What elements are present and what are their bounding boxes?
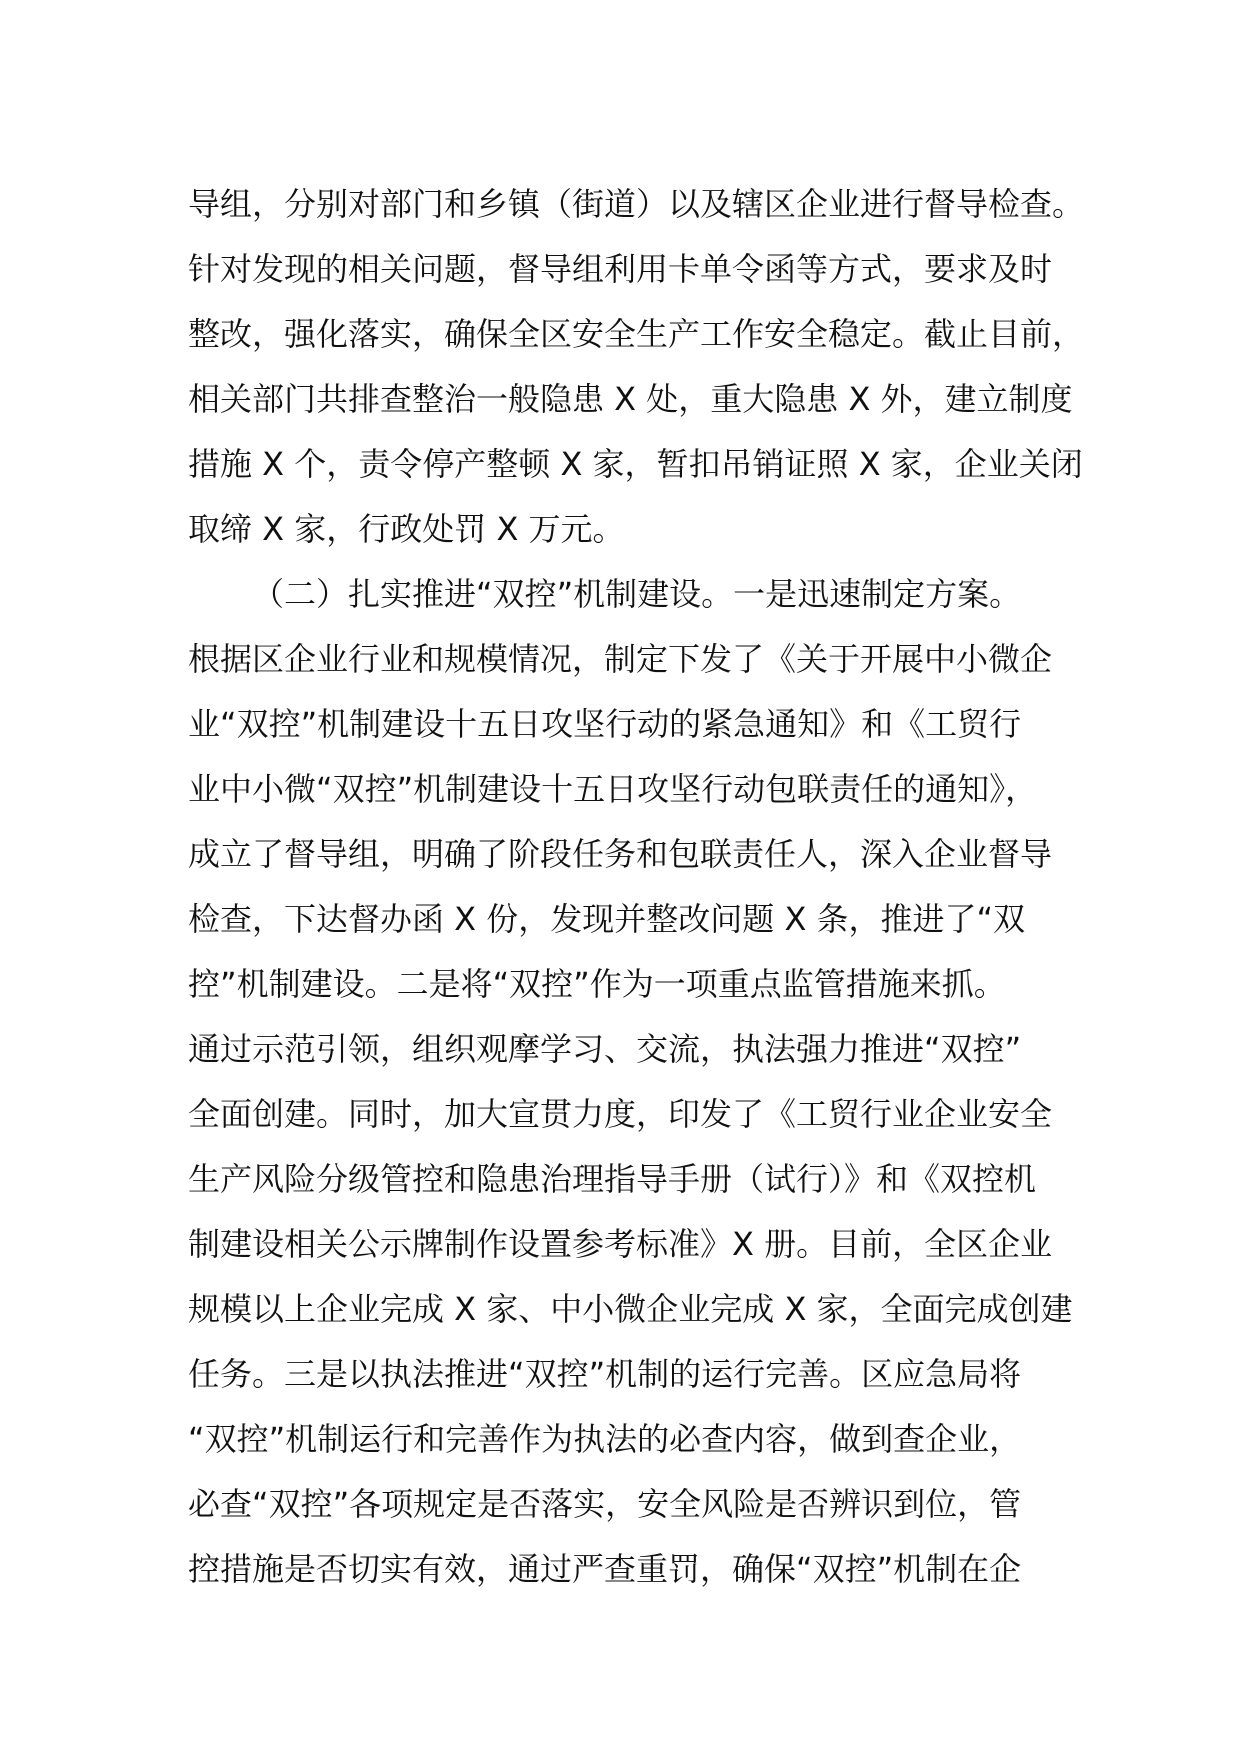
body-line-3: 整改，强化落实，确保全区安全生产工作安全稳定。截止目前， [188,315,1085,353]
body-line-15: 全面创建。同时，加大宣贯力度，印发了《工贸行业企业安全 [188,1095,1053,1133]
body-line-10: 业中小微“双控”机制建设十五日攻坚行动包联责任的通知》， [188,770,1038,808]
body-line-4: 相关部门共排查整治一般隐患 X 处，重大隐患 X 外，建立制度 [188,380,1073,418]
body-line-5: 措施 X 个，责令停产整顿 X 家，暂扣吊销证照 X 家，企业关闭 [188,445,1083,483]
body-line-6: 取缔 X 家，行政处罚 X 万元。 [188,510,625,548]
body-line-1: 导组，分别对部门和乡镇（街道）以及辖区企业进行督导检查。 [188,185,1085,223]
body-line-9: 业“双控”机制建设十五日攻坚行动的紧急通知》和《工贸行 [188,705,1022,743]
body-line-13: 控”机制建设。二是将“双控”作为一项重点监管措施来抓。 [188,965,1006,1003]
body-line-11: 成立了督导组，明确了阶段任务和包联责任人，深入企业督导 [188,835,1053,873]
body-line-19: 任务。三是以执法推进“双控”机制的运行完善。区应急局将 [188,1355,1022,1393]
body-line-20: “双控”机制运行和完善作为执法的必查内容，做到查企业， [188,1420,1022,1458]
body-line-12: 检查，下达督办函 X 份，发现并整改问题 X 条，推进了“双 [188,900,1026,938]
body-line-22: 控措施是否切实有效，通过严查重罚，确保“双控”机制在企 [188,1550,1022,1588]
document-body [188,172,1084,1602]
body-line-16: 生产风险分级管控和隐患治理指导手册（试行）》和《双控机 [188,1160,1037,1198]
body-line-18: 规模以上企业完成 X 家、中小微企业完成 X 家，全面完成创建 [188,1290,1073,1328]
body-line-2: 针对发现的相关问题，督导组利用卡单令函等方式，要求及时 [188,250,1053,288]
body-line-14: 通过示范引领，组织观摩学习、交流，执法强力推进“双控” [188,1030,1022,1068]
body-line-21: 必查“双控”各项规定是否落实，安全风险是否辨识到位，管 [188,1485,1022,1523]
body-line-8: 根据区企业行业和规模情况，制定下发了《关于开展中小微企 [188,640,1053,678]
section-heading-line: （二）扎实推进“双控”机制建设。一是迅速制定方案。 [252,575,1022,613]
body-line-17: 制建设相关公示牌制作设置参考标准》X 册。目前，全区企业 [188,1225,1053,1263]
